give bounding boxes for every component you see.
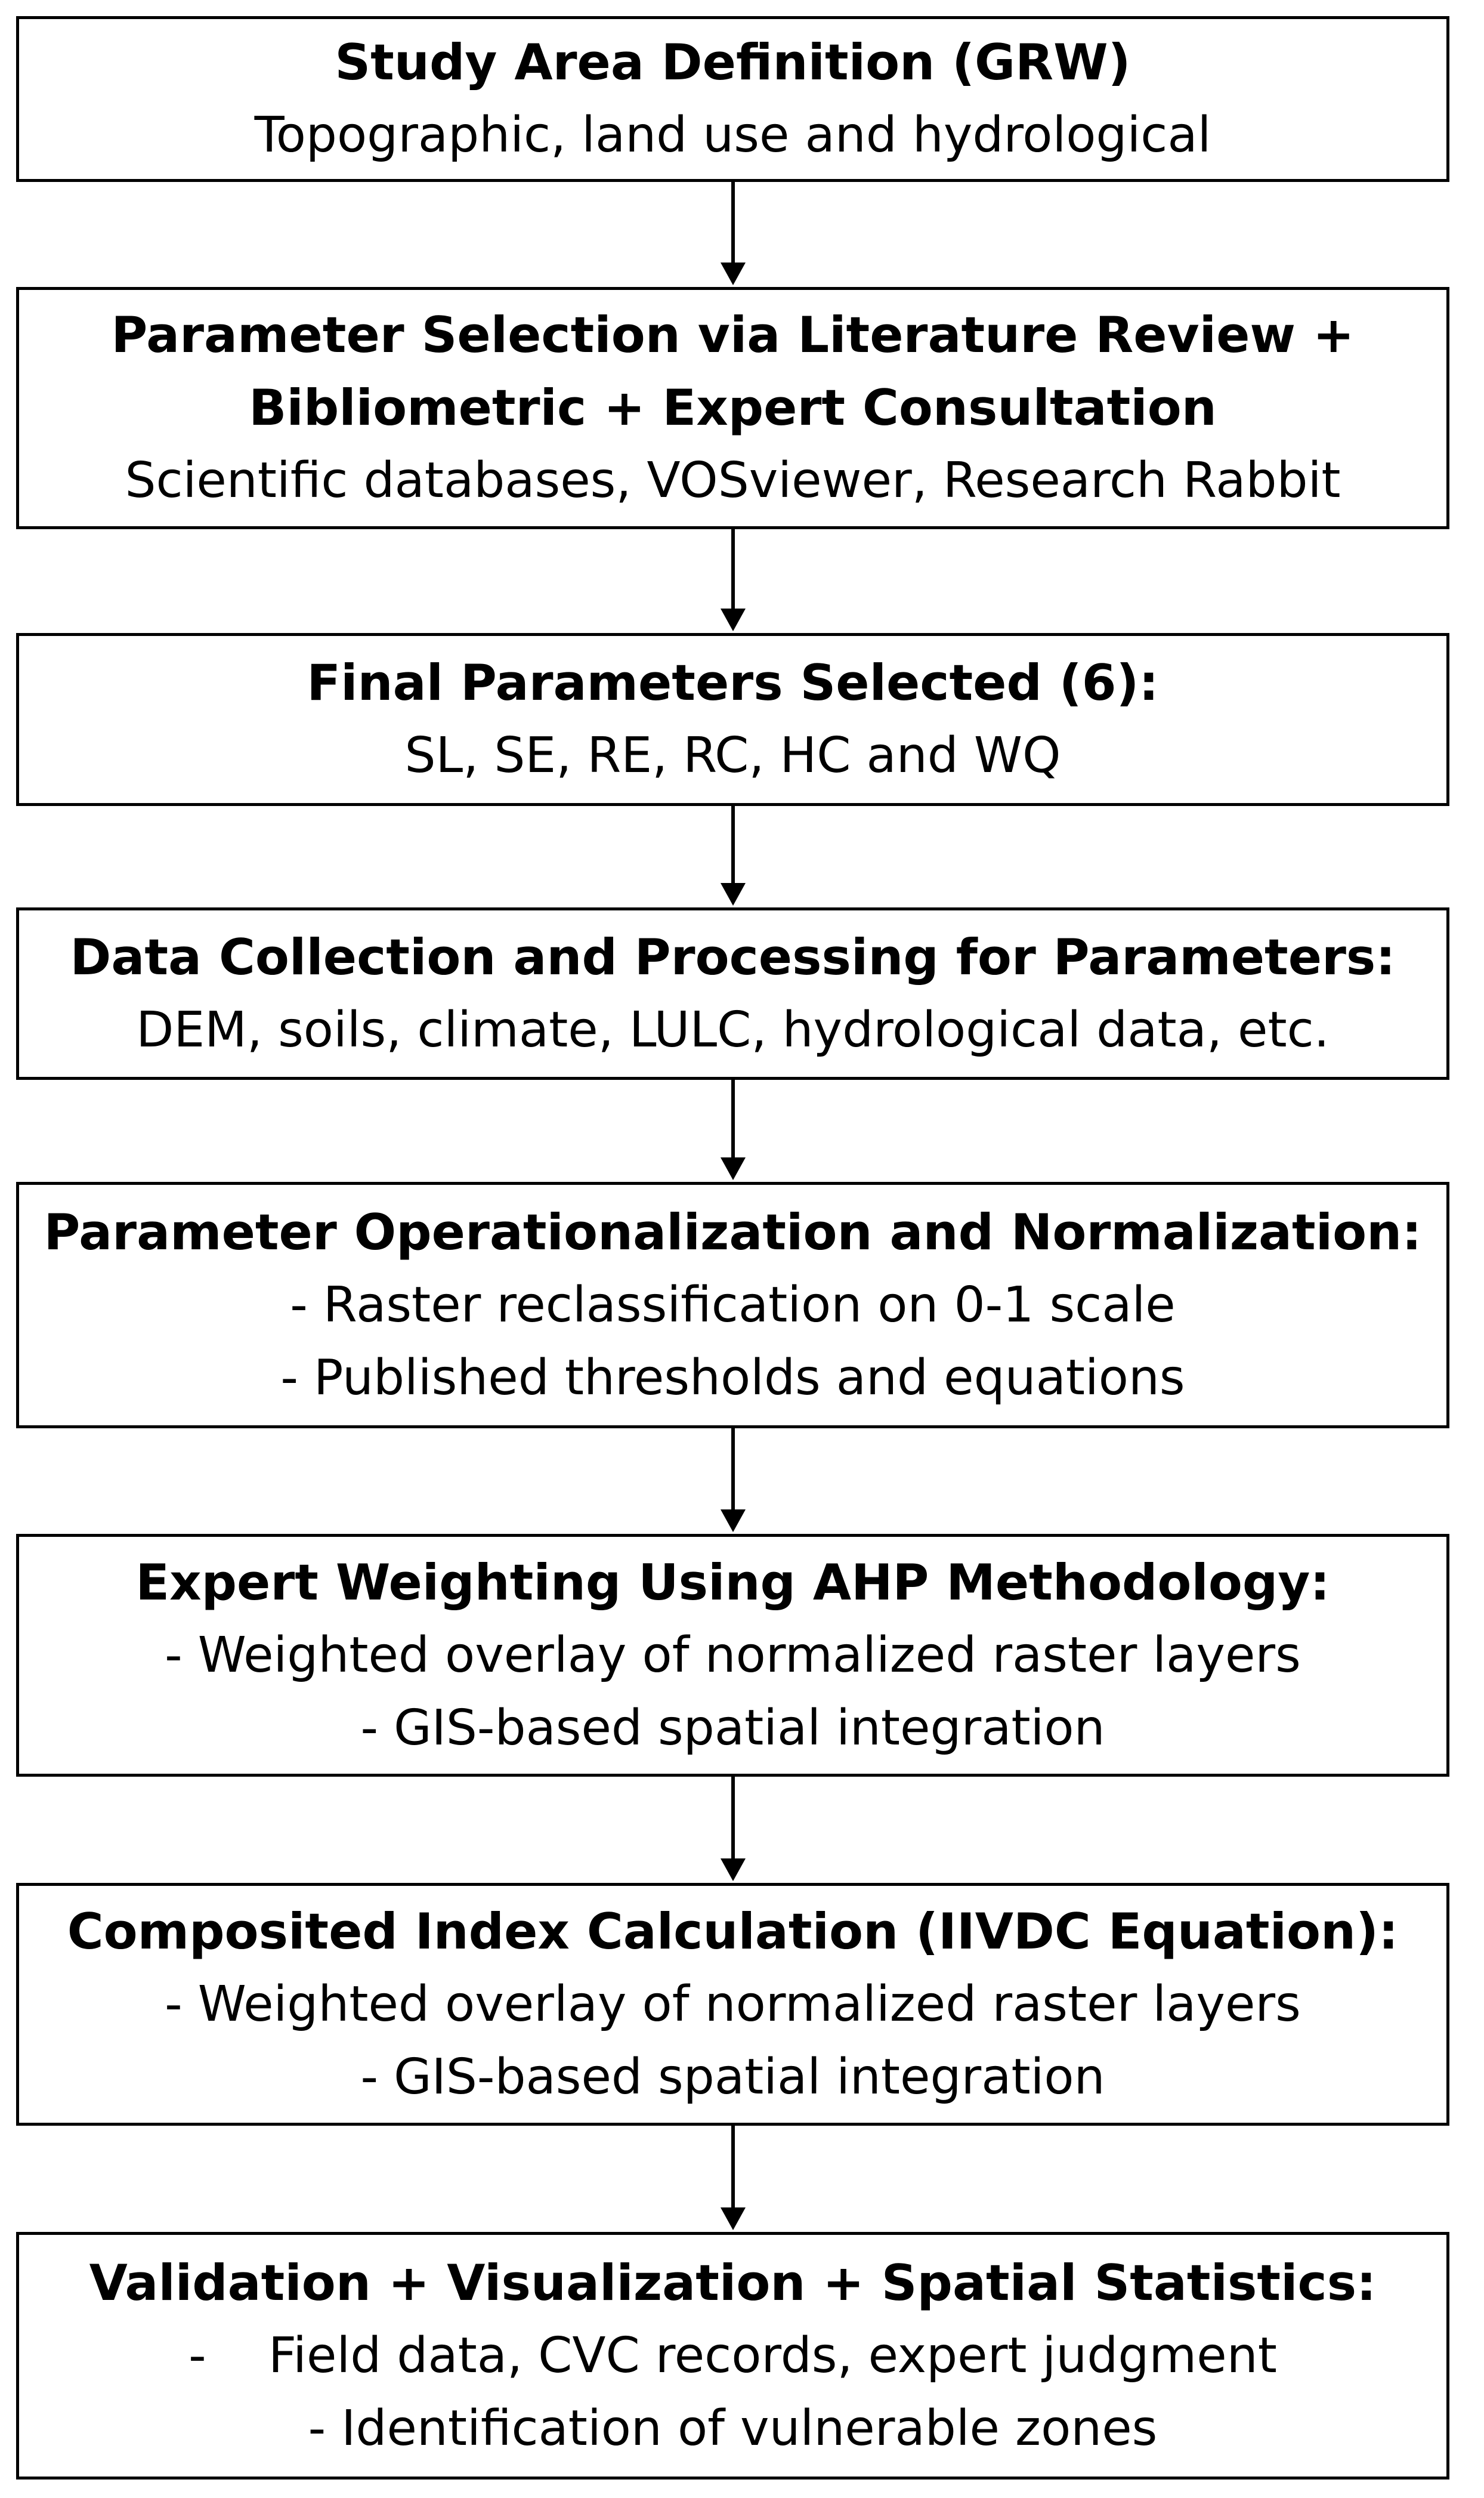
step-operationalization-line-2: - Published thresholds and equations bbox=[280, 1349, 1185, 1406]
arrow-5 bbox=[721, 1428, 746, 1532]
step-expert-weighting-box bbox=[16, 1534, 1449, 1777]
step-data-collection-title: Data Collection and Processing for Parameters: bbox=[70, 928, 1396, 986]
step-validation-title: Validation + Visualization + Spatial Statistics: bbox=[89, 2253, 1377, 2312]
step-expert-weighting-line-2: - GIS-based spatial integration bbox=[360, 1699, 1105, 1756]
step-index-calculation-line-2: - GIS-based spatial integration bbox=[360, 2048, 1105, 2105]
step-index-calculation-line-1: - Weighted overlay of normalized raster layers bbox=[165, 1975, 1301, 2033]
arrow-6 bbox=[721, 1777, 746, 1881]
step-validation-line-2: - Identification of vulnerable zones bbox=[308, 2400, 1158, 2457]
step-operationalization-title: Parameter Operationalization and Normalization: bbox=[44, 1203, 1422, 1261]
arrow-3 bbox=[721, 806, 746, 906]
step-index-calculation-box bbox=[16, 1883, 1449, 2126]
arrow-2 bbox=[721, 529, 746, 631]
step-parameter-selection-box bbox=[16, 287, 1449, 529]
step-expert-weighting-title: Expert Weighting Using AHP Methodology: bbox=[135, 1553, 1330, 1611]
step-operationalization-line-1: - Raster reclassification on 0-1 scale bbox=[290, 1276, 1176, 1333]
arrow-7 bbox=[721, 2126, 746, 2230]
step-study-area-line-1: Topographic, land use and hydrological bbox=[254, 107, 1211, 163]
step-validation-box bbox=[16, 2232, 1449, 2480]
step-final-parameters-line-1: SL, SE, RE, RC, HC and WQ bbox=[404, 727, 1061, 784]
step-validation-line-1: - Field data, CVC records, expert judgment bbox=[188, 2327, 1277, 2384]
step-study-area-box bbox=[16, 16, 1449, 182]
step-parameter-selection-title-1: Parameter Selection via Literature Review + bbox=[111, 306, 1355, 364]
step-final-parameters-title: Final Parameters Selected (6): bbox=[307, 654, 1159, 712]
step-data-collection-box bbox=[16, 907, 1449, 1080]
step-data-collection-line-1: DEM, soils, climate, LULC, hydrological data, etc. bbox=[136, 1001, 1330, 1058]
arrow-4 bbox=[721, 1080, 746, 1180]
step-parameter-selection-title-2: Bibliometric + Expert Consultation bbox=[249, 379, 1217, 437]
step-study-area-title: Study Area Definition (GRW) bbox=[335, 33, 1131, 91]
step-final-parameters-box bbox=[16, 633, 1449, 806]
arrow-1 bbox=[721, 182, 746, 285]
step-operationalization-box bbox=[16, 1182, 1449, 1428]
step-expert-weighting-line-1: - Weighted overlay of normalized raster layers bbox=[165, 1626, 1301, 1684]
step-index-calculation-title: Composited Index Calculation (IIVDC Equation): bbox=[67, 1902, 1399, 1960]
step-parameter-selection-line-1: Scientific databases, VOSviewer, Research Rabbit bbox=[125, 452, 1341, 509]
